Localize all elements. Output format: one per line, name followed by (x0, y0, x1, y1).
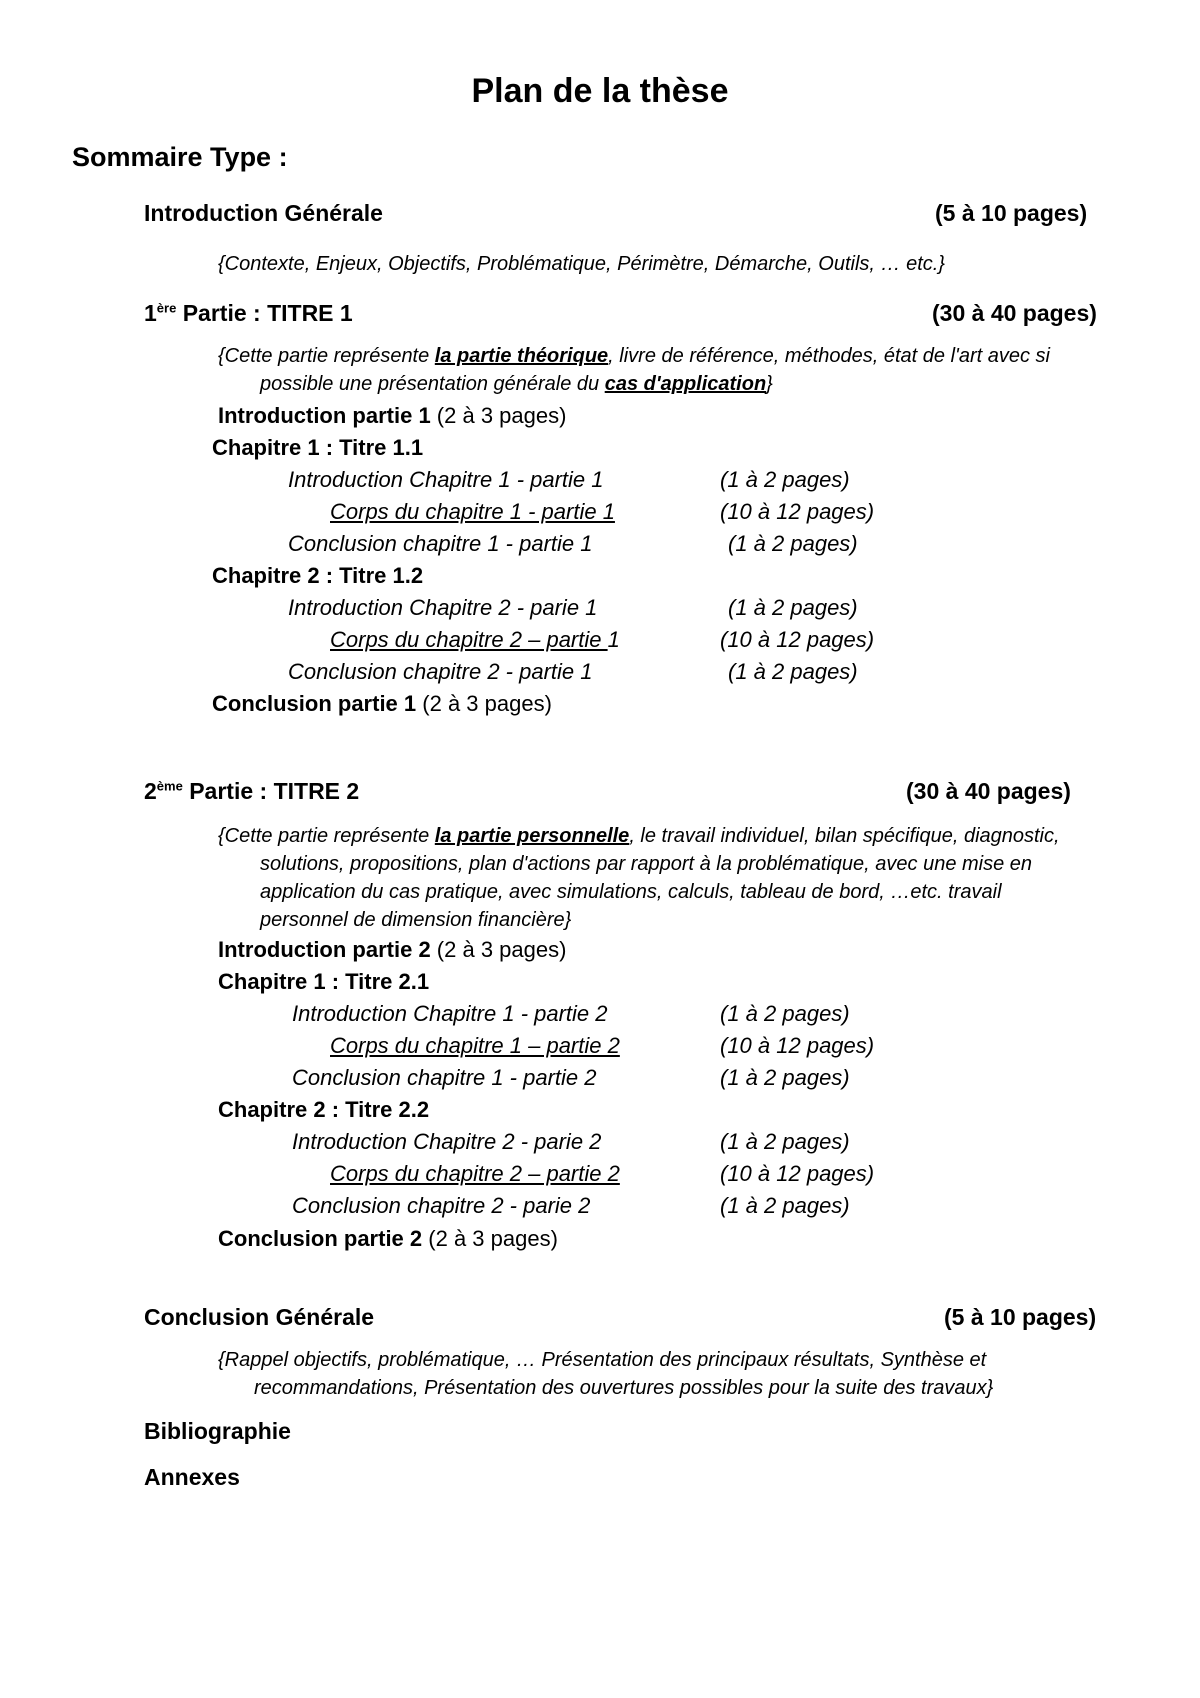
page-title: Plan de la thèse (471, 72, 729, 110)
part2-number: 2 (144, 778, 157, 804)
part2-ch1-intro: Introduction Chapitre 1 - partie 2 (292, 1001, 608, 1026)
part2-ch2-conclusion-pages: (1 à 2 pages) (720, 1193, 850, 1218)
part1-conclusion-pages: (2 à 3 pages) (416, 691, 552, 716)
part2-conclusion-pages: (2 à 3 pages) (422, 1226, 558, 1251)
part1-chapter1-title: Chapitre 1 : Titre 1.1 (212, 435, 424, 460)
part2-chapter1-title: Chapitre 1 : Titre 2.1 (218, 969, 430, 994)
part1-pages: (30 à 40 pages) (932, 300, 1097, 326)
part2-intro-pages: (2 à 3 pages) (430, 937, 567, 962)
part1-desc-emphasis: cas d'application (604, 373, 767, 395)
part1-desc-text: , livre de référence, méthodes, état de l'art avec si (608, 345, 1050, 367)
part1-desc-text: {Cette partie représente (218, 345, 435, 367)
part2-heading (144, 778, 359, 805)
part1-ch1-intro-pages: (1 à 2 pages) (720, 467, 850, 492)
part2-ch2-conclusion: Conclusion chapitre 2 - parie 2 (292, 1193, 591, 1218)
part1-desc-emphasis: la partie théorique (434, 345, 609, 367)
part2-conclusion (218, 1226, 558, 1252)
part2-desc-text: {Cette partie représente (218, 825, 435, 847)
annexes-heading: Annexes (144, 1464, 240, 1490)
intro-general-pages: (5 à 10 pages) (935, 200, 1088, 226)
intro-general-description: {Contexte, Enjeux, Objectifs, Problématique, Périmètre, Démarche, Outils, … etc.} (218, 253, 945, 275)
summary-heading: Sommaire Type : (72, 142, 288, 172)
part1-desc-text: possible une présentation générale du (260, 373, 605, 395)
part1-conclusion (212, 691, 552, 717)
part1-ch1-conclusion-pages: (1 à 2 pages) (728, 531, 858, 556)
part2-ch2-body: Corps du chapitre 2 – partie 2 (330, 1161, 620, 1186)
part1-intro-label: Introduction partie 1 (218, 403, 431, 428)
part2-chapter2-title: Chapitre 2 : Titre 2.2 (218, 1097, 430, 1122)
part1-ch2-intro-pages: (1 à 2 pages) (728, 595, 858, 620)
part2-ordinal: ème (156, 778, 183, 794)
conclusion-general-heading: Conclusion Générale (144, 1304, 375, 1330)
part1-ch2-intro: Introduction Chapitre 2 - parie 1 (288, 595, 598, 620)
part2-description-line4: personnel de dimension financière} (260, 909, 572, 931)
part1-number: 1 (144, 300, 157, 326)
part1-conclusion-label: Conclusion partie 1 (212, 691, 417, 716)
part2-ch2-intro-pages: (1 à 2 pages) (720, 1129, 850, 1154)
part2-title: Partie : TITRE 2 (182, 778, 360, 804)
part1-chapter2-title: Chapitre 2 : Titre 1.2 (212, 563, 424, 588)
conclusion-general-pages: (5 à 10 pages) (944, 1304, 1097, 1330)
part1-ch2-body (330, 627, 620, 653)
part1-ch1-intro: Introduction Chapitre 1 - partie 1 (288, 467, 604, 492)
part1-ch1-body-pages: (10 à 12 pages) (720, 499, 875, 524)
part2-pages: (30 à 40 pages) (906, 778, 1071, 804)
part2-description-line2: solutions, propositions, plan d'actions par rapport à la problématique, avec une mise en (260, 853, 1033, 875)
part1-ch1-conclusion: Conclusion chapitre 1 - partie 1 (288, 531, 593, 556)
part2-desc-text: , le travail individuel, bilan spécifique, diagnostic, (629, 825, 1060, 847)
part2-ch1-conclusion-pages: (1 à 2 pages) (720, 1065, 850, 1090)
conclusion-general-description-line2: recommandations, Présentation des ouvertures possibles pour la suite des travaux} (254, 1377, 994, 1399)
part1-title: Partie : TITRE 1 (176, 300, 353, 326)
part2-ch1-body-pages: (10 à 12 pages) (720, 1033, 875, 1058)
part1-heading (144, 300, 353, 327)
part2-ch1-intro-pages: (1 à 2 pages) (720, 1001, 850, 1026)
part1-intro-pages: (2 à 3 pages) (430, 403, 567, 428)
part2-intro-label: Introduction partie 2 (218, 937, 431, 962)
intro-general-heading: Introduction Générale (144, 200, 383, 226)
part1-ch2-body-pages: (10 à 12 pages) (720, 627, 875, 652)
part1-ch2-conclusion-pages: (1 à 2 pages) (728, 659, 858, 684)
part2-ch2-body-pages: (10 à 12 pages) (720, 1161, 875, 1186)
part2-ch1-conclusion: Conclusion chapitre 1 - partie 2 (292, 1065, 597, 1090)
part1-intro (218, 403, 566, 429)
conclusion-general-description-line1: {Rappel objectifs, problématique, … Présentation des principaux résultats, Synthèse et (218, 1349, 987, 1371)
part2-description-line1 (218, 825, 1060, 848)
part2-ch1-body: Corps du chapitre 1 – partie 2 (330, 1033, 620, 1058)
part2-description-line3: application du cas pratique, avec simulations, calculs, tableau de bord, …etc. travail (260, 881, 1002, 903)
part1-description-line1 (218, 345, 1050, 368)
part2-desc-emphasis: la partie personnelle (434, 825, 630, 847)
part2-intro (218, 937, 566, 963)
part2-conclusion-label: Conclusion partie 2 (218, 1226, 423, 1251)
part1-ch2-body-text: Corps du chapitre 2 – partie (330, 627, 608, 652)
part1-ch1-body: Corps du chapitre 1 - partie 1 (330, 499, 615, 524)
bibliography-heading: Bibliographie (144, 1418, 291, 1444)
part1-ch2-conclusion: Conclusion chapitre 2 - partie 1 (288, 659, 593, 684)
part1-desc-text: } (766, 373, 773, 395)
part2-ch2-intro: Introduction Chapitre 2 - parie 2 (292, 1129, 602, 1154)
part1-description-line2 (260, 373, 773, 396)
part1-ch2-body-tail: 1 (607, 627, 620, 652)
part1-ordinal: ère (156, 300, 177, 316)
